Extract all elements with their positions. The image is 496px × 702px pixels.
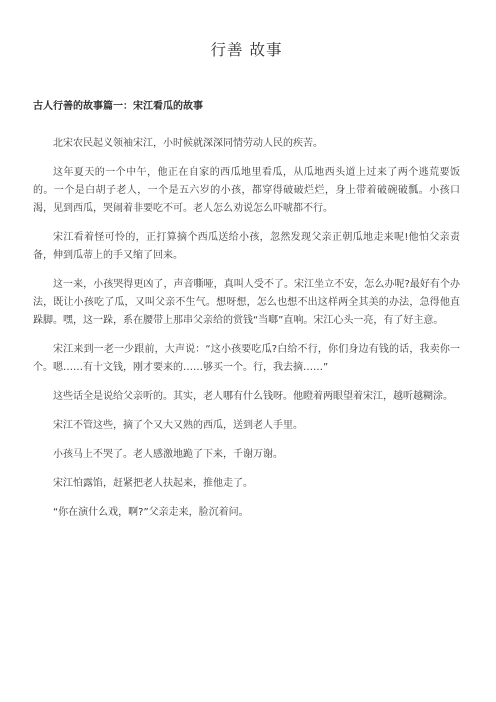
paragraph: 这年夏天的一个中午，他正在自家的西瓜地里看瓜，从瓜地西头道上过来了两个逃荒要饭的。一个是白胡子老人，一个是五六岁的小孩，都穿得破破烂烂，身上带着破碗破瓢。小孩口渴，见到西瓜，哭闹着非要吃不可。老人怎么劝说怎么吓唬都不行。 (33, 167, 460, 214)
section-heading: 古人行善的故事篇一：宋江看瓜的故事 (33, 101, 203, 112)
document-body (33, 135, 460, 522)
paragraph: 小孩马上不哭了。老人感激地跪了下来，千谢万谢。 (53, 449, 283, 460)
paragraph: 宋江不管这些，摘了个又大又熟的西瓜，送到老人手里。 (53, 420, 303, 431)
paragraph: 这些话全是说给父亲听的。其实，老人哪有什么钱呀。他瞪着两眼望着宋江，越听越糊涂。 (53, 391, 453, 402)
paragraph: “你在演什么戏，啊?”父亲走来，脸沉着问。 (53, 507, 249, 518)
paragraph: 宋江来到一老一少跟前，大声说：“这小孩要吃瓜?白给不行，你们身边有钱的话，我卖你一个。嗯……有十文钱，刚才要来的……够买一个。行，我去摘……” (33, 344, 460, 373)
document-title: 行善 故事 (210, 41, 283, 59)
paragraph: 宋江怕露馅，赶紧把老人扶起来，推他走了。 (53, 478, 253, 489)
paragraph: 这一来，小孩哭得更凶了，声音嘶哑，真叫人受不了。宋江坐立不安，怎么办呢?最好有个办法，既让小孩吃了瓜，又叫父亲不生气。想呀想，怎么也想不出这样两全其美的办法，急得他直跺脚。嘿，这一跺，系在腰带上那串父亲给的赏钱“当啷”直响。宋江心头一亮，有了好主意。 (33, 279, 460, 326)
paragraph: 北宋农民起义领袖宋江，小时候就深深同情劳动人民的疾苦。 (53, 138, 323, 149)
paragraph: 宋江看着怪可怜的，正打算摘个西瓜送给小孩，忽然发现父亲正朝瓜地走来呢!他怕父亲责备，伸到瓜蒂上的手又缩了回来。 (33, 232, 460, 261)
